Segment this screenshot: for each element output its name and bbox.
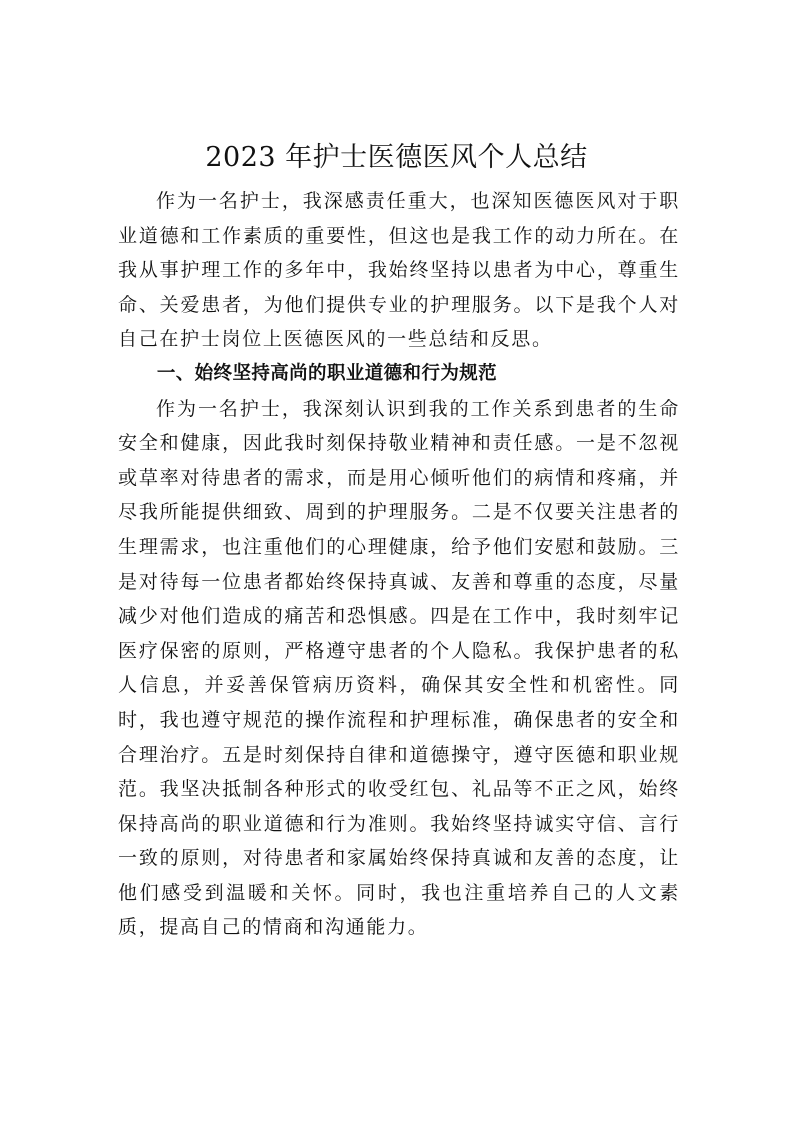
intro-paragraph: 作为一名护士，我深感责任重大，也深知医德医风对于职业道德和工作素质的重要性，但这也是我工作的动力所在。在我从事护理工作的多年中，我始终坚持以患者为中心，尊重生命、关爱患者，为他们提供专业的护理服务。以下是我个人对自己在护士岗位上医德医风的一些总结和反思。 <box>118 190 680 351</box>
document-body <box>118 184 680 945</box>
section-heading: 一、始终坚持高尚的职业道德和行为规范 <box>156 362 498 384</box>
page-title: 2023 年护士医德医风个人总结 <box>205 142 588 173</box>
section-paragraph: 作为一名护士，我深刻认识到我的工作关系到患者的生命安全和健康，因此我时刻保持敬业精神和责任感。一是不忽视或草率对待患者的需求，而是用心倾听他们的病情和疼痛，并尽我所能提供细致、周到的护理服务。二是不仅要关注患者的生理需求，也注重他们的心理健康，给予他们安慰和鼓励。三是对待每一位患者都始终保持真诚、友善和尊重的态度，尽量减少对他们造成的痛苦和恐惧感。四是在工作中，我时刻牢记医疗保密的原则，严格遵守患者的个人隐私。我保护患者的私人信息，并妥善保管病历资料，确保其安全性和机密性。同时，我也遵守规范的操作流程和护理标准，确保患者的安全和合理治疗。五是时刻保持自律和道德操守，遵守医德和职业规范。我坚决抵制各种形式的收受红包、礼品等不正之风，始终保持高尚的职业道德和行为准则。我始终坚持诚实守信、言行一致的原则，对待患者和家属始终保持真诚和友善的态度，让他们感受到温暖和关怀。同时，我也注重培养自己的人文素质，提高自己的情商和沟通能力。 <box>118 397 680 939</box>
